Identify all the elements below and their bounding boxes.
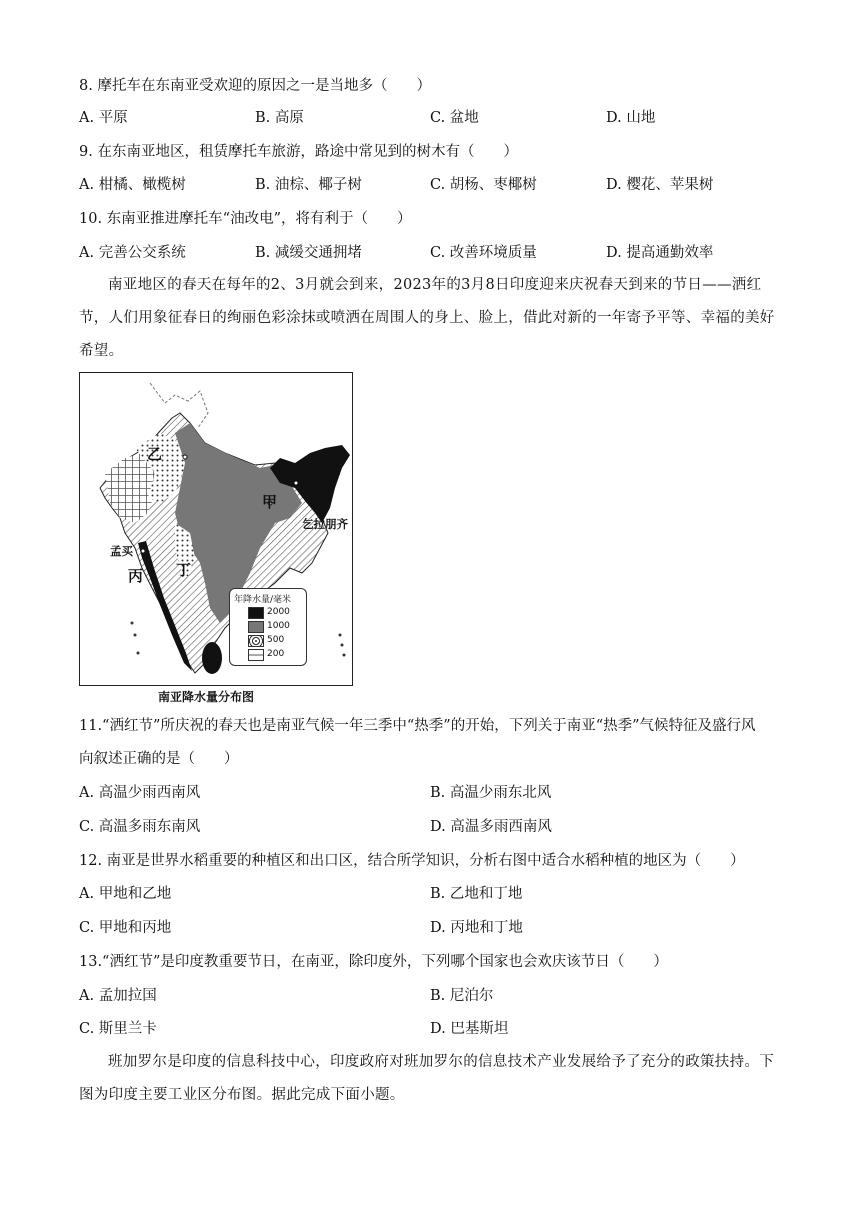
passage-bangalore: 班加罗尔是印度的信息科技中心，印度政府对班加罗尔的信息技术产业发展给予了充分的政策扶持。下图为印度主要工业区分布图。据此完成下面小题。: [79, 1054, 774, 1103]
q10-option-d: D. 提高通勤效率: [606, 245, 714, 261]
question-9-stem: 9. 在东南亚地区，租赁摩托车旅游，路途中常见到的树木有（ ）: [79, 144, 518, 160]
rainfall-map: [79, 372, 353, 686]
q9-option-d: D. 樱花、苹果树: [606, 177, 714, 193]
legend-value-1000: 1000: [267, 621, 290, 631]
q9-option-c: C. 胡杨、枣椰树: [430, 177, 537, 193]
q8-option-c: C. 盆地: [430, 110, 479, 126]
legend-swatch-2000: [248, 607, 264, 619]
question-13-stem: 13.“洒红节”是印度教重要节日，在南亚，除印度外，下列哪个国家也会欢庆该节日（ ）: [79, 954, 668, 970]
map-label-bing: 丙: [128, 567, 144, 585]
q11-option-c: C. 高温多雨东南风: [79, 819, 201, 835]
q8-option-d: D. 山地: [606, 110, 656, 126]
map-caption: 南亚降水量分布图: [158, 690, 255, 704]
map-label-jia: 甲: [262, 493, 278, 511]
question-11-stem-cont: 向叙述正确的是（ ）: [79, 751, 239, 767]
question-10-stem: 10. 东南亚推进摩托车“油改电”，将有利于（ ）: [79, 211, 412, 227]
map-label-mumbai: 孟买: [110, 544, 133, 558]
q9-option-b: B. 油棕、椰子树: [255, 177, 362, 193]
map-label-ding: 丁: [176, 561, 192, 579]
question-8-stem: 8. 摩托车在东南亚受欢迎的原因之一是当地多（ ）: [79, 78, 431, 94]
map-legend: [229, 588, 307, 666]
q13-option-b: B. 尼泊尔: [430, 988, 494, 1004]
q10-option-c: C. 改善环境质量: [430, 245, 537, 261]
passage-holi: 南亚地区的春天在每年的2、3月就会到来，2023年的3月8日印度迎来庆祝春天到来的节日——洒红节，人们用象征春日的绚丽色彩涂抹或喷洒在周围人的身上、脸上，借此对新的一年寄予平等、幸福的美好希望。: [79, 277, 775, 359]
q12-option-c: C. 甲地和丙地: [79, 920, 172, 936]
map-label-yi: 乙: [147, 445, 163, 463]
legend-swatch-500: [248, 635, 264, 647]
q10-option-b: B. 减缓交通拥堵: [255, 245, 362, 261]
legend-value-2000: 2000: [267, 607, 290, 617]
q13-option-c: C. 斯里兰卡: [79, 1021, 157, 1037]
question-11-stem: 11.“洒红节”所庆祝的春天也是南亚气候一年三季中“热季”的开始，下列关于南亚“热季”气候特征及盛行风: [79, 718, 756, 734]
q12-option-d: D. 丙地和丁地: [430, 920, 523, 936]
legend-value-200: 200: [267, 649, 285, 659]
q8-option-b: B. 高原: [255, 110, 304, 126]
legend-swatch-1000: [248, 621, 264, 633]
q11-option-a: A. 高温少雨西南风: [79, 785, 201, 801]
q13-option-d: D. 巴基斯坦: [430, 1021, 509, 1037]
q12-option-b: B. 乙地和丁地: [430, 886, 523, 902]
q11-option-b: B. 高温少雨东北风: [430, 785, 552, 801]
map-label-chittagong: 乞拉朋齐: [302, 517, 348, 531]
q11-option-d: D. 高温多雨西南风: [430, 819, 552, 835]
q12-option-a: A. 甲地和乙地: [79, 886, 172, 902]
q8-option-a: A. 平原: [79, 110, 128, 126]
q13-option-a: A. 孟加拉国: [79, 988, 157, 1004]
legend-swatch-200: [248, 649, 264, 661]
q10-option-a: A. 完善公交系统: [79, 245, 186, 261]
question-12-stem: 12. 南亚是世界水稻重要的种植区和出口区，结合所学知识，分析右图中适合水稻种植的地区为（ ）: [79, 853, 745, 869]
legend-title: 年降水量/毫米: [234, 595, 292, 605]
q9-option-a: A. 柑橘、橄榄树: [79, 177, 186, 193]
legend-value-500: 500: [267, 635, 285, 645]
